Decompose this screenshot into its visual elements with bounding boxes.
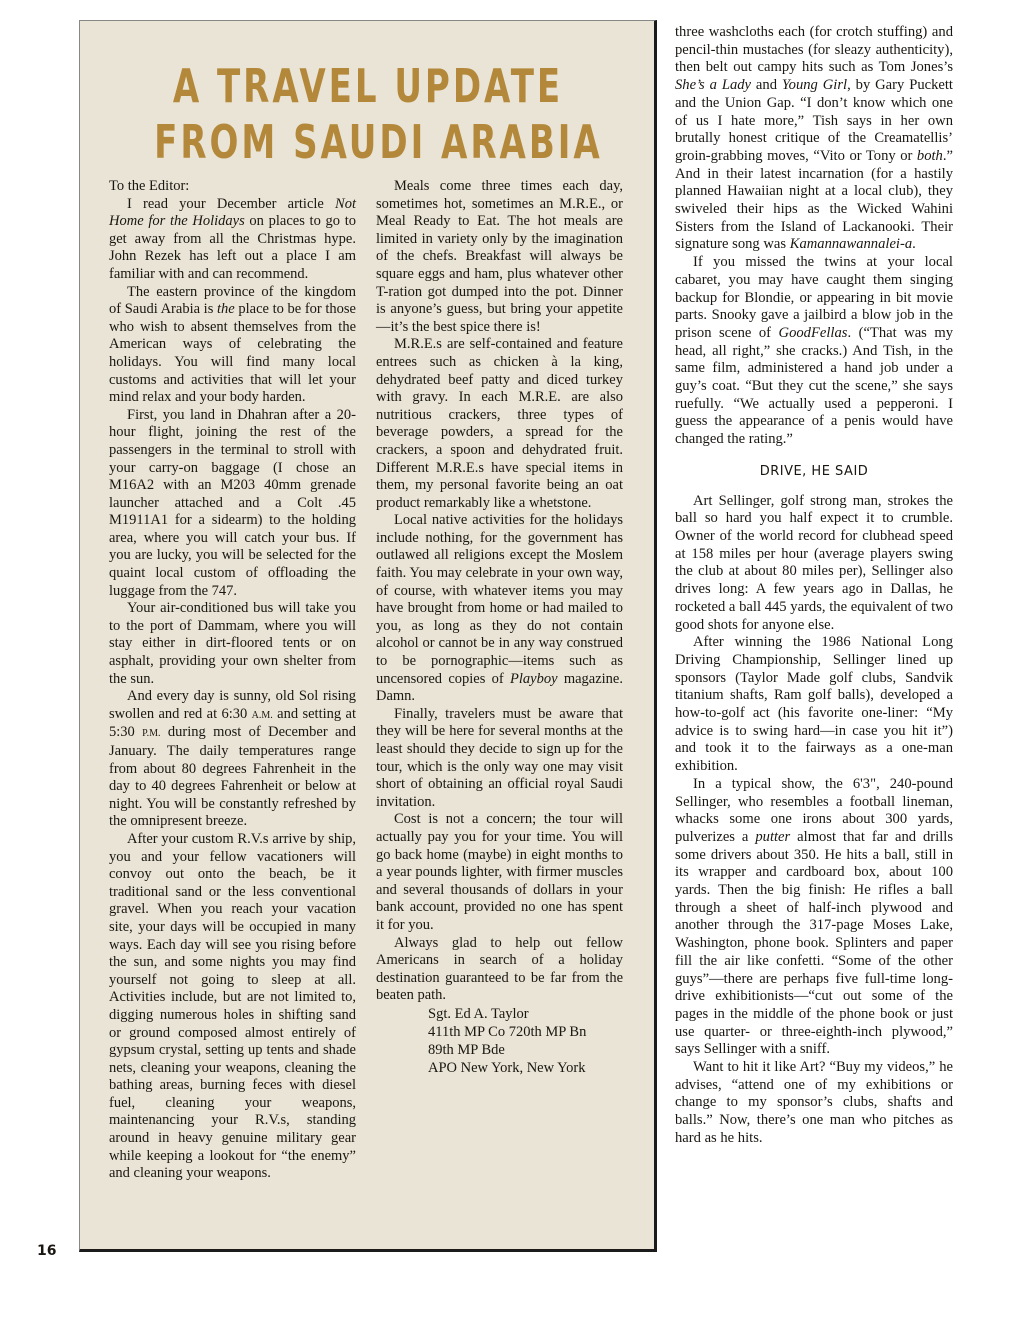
letter-column-1 (109, 178, 356, 1183)
letter-paragraph: After your custom R.V.s arrive by ship, you and your fellow vacationers will convoy out onto the beach, be it traditional sand or the less conventional gravel. When you reach your vacation site, your days will be occupied in many ways. Each day will see you rising before the sun, and some nights you may find yourself not going to sleep at all. Activities include, but are not limited to, digging numerous holes in shifting sand or ground composed almost entirely of gypsum crystal, setting up tents and shade nets, cleaning your weapons, cleaning the bathing areas, burning feces with diesel fuel, cleaning your weapons, maintenancing your R.V.s, standing around in heavy genuine military gear while keeping a lookout for “the enemy” and cleaning your weapons. (109, 830, 356, 1182)
sidebar-paragraph: Want to hit it like Art? “Buy my videos,” he advises, “attend one of my exhibitions or change to my sponsor’s clubs, shafts and balls.” Now, there’s one man who pitches as hard as he hits. (675, 1059, 953, 1146)
sidebar-paragraph: In a typical show, the 6'3", 240-pound Sellinger, who resembles a football lineman, whacks some one irons about 300 yards, pulverizes a putter almost that far and drills some drivers about 350. He hits a ball, still in its wrapper and cardboard box, about 100 yards. Then the big finish: He rifles a ball through a sheet of half-inch plywood and another through the 317-page Moses Lake, Washington, phone book. Splinters and paper fill the air like confetti. “Some of the other guys”—there are perhaps five full-time long-drive exhibitionists—“cut out some of the pages in the middle of the phone book or just use quarter- or three-eighth-inch plywood,” says Sellinger with a sniff. (675, 775, 954, 1058)
letter-paragraph: M.R.E.s are self-contained and feature entrees such as chicken à la king, dehydrated beef patty and diced turkey with gravy. In each M.R.E. are also nutritious crackers, three types of beverage powders, a spread for the crackers, a spoon and dehydrated fruit. Different M.R.E.s have special items in them, my personal favorite being an oat product remarkably like a whetstone. (376, 336, 623, 511)
headline-line-2: FROM SAUDI ARABIA (154, 115, 603, 169)
signature-address: APO New York, New York (428, 1059, 586, 1076)
sidebar-paragraph: After winning the 1986 National Long Driving Championship, Sellinger lined up sponsors (Taylor Made golf clubs, Sandvik titanium shafts, Ram golf balls), developed a how-to-golf act (his favorite one-liner: “My advice is to swing hard—in case you hit it”) and took it to the fairways as a one-man exhibition. (675, 634, 953, 775)
letter-paragraph: And every day is sunny, old Sol rising swollen and red at 6:30 A.M. and setting at 5:30 P.M. during most of December and January. The daily temperatures range from about 80 degrees Fahrenheit in the day to 40 degrees Fahrenheit or below at night. You will be constantly refreshed by the omnipresent breeze. (109, 688, 356, 830)
salutation: To the Editor: (109, 178, 190, 194)
letter-column-2 (376, 178, 623, 1077)
signature-unit: 411th MP Co 720th MP Bn (428, 1023, 587, 1040)
signature-name: Sgt. Ed A. Taylor (428, 1005, 529, 1022)
sidebar-paragraph: Art Sellinger, golf strong man, strokes the ball so hard you half expect it to crumble. Owner of the world record for clubhead speed at 158 miles per hour (average players swing the club at about 80 miles per), Sellinger also drives long: A few years ago in Dallas, he rocketed a ball 445 yards, the equivalent of two good shots for anyone else. (675, 492, 953, 633)
headline-line-1: A TRAVEL UPDATE (172, 59, 564, 113)
letter-paragraph: Always glad to help out fellow Americans in search of a holiday destination guaranteed to be far from the beaten path. (376, 934, 623, 1004)
section-subhead: DRIVE, HE SAID (759, 463, 869, 479)
sidebar-paragraph: three washcloths each (for crotch stuffing) and pencil-thin mustaches (for sleazy authenticity), then belt out campy hits such as Tom Jones’s She’s a Lady and Young Girl, by Gary Puckett and the Union Gap. “I don’t know which one of us I hate more,” Tish says in her own brutally honest critique of the Creamatellis’ groin-grabbing moves, “Vito or Tony or both.” And in their latest incarnation (for a hastily planned Hawaiian night at a local club), they swiveled their hips as the Wicked Wahini Sisters from the Island of Lackanooki. Their signature song was Kamannawannalei-a. (675, 24, 953, 253)
page-number: 16 (37, 1243, 57, 1259)
sidebar-column (675, 24, 953, 1148)
letter-paragraph: Meals come three times each day, sometimes hot, sometimes an M.R.E., or Meal Ready to Eat. The hot meals are limited in variety only by the imagination of the chefs. Breakfast will always be square eggs and ham, plus whatever other T-ration got dumped into the pot. Dinner is anyone’s guess, but bring your appetite—it’s the best spice there is! (376, 178, 623, 335)
letter-paragraph: First, you land in Dhahran after a 20-hour flight, joining the rest of the passengers in the terminal to stroll with your carry-on baggage (I chose an M16A2 with an M203 40mm grenade launcher attached and a Colt .45 M1911A1 for a sidearm) to the holding area, where you will catch your bus. If you are lucky, you will be selected for the quaint local custom of offloading the luggage from the 747. (109, 406, 356, 599)
letter-paragraph: Cost is not a concern; the tour will actually pay you for your time. You will go back home (maybe) in eight months to a year pounds lighter, with firmer muscles and several thousands of dollars in your bank account, provided no one has spent it for you. (376, 811, 623, 933)
signature-brigade: 89th MP Bde (428, 1041, 505, 1058)
letter-paragraph: I read your December article Not Home for the Holidays on places to go to get away from all the Christmas hype. John Rezek has left out a place I am familiar with and can recommend. (109, 195, 356, 282)
letter-paragraph: Finally, travelers must be aware that they will be here for several months at the least should they decide to sign up for the tour, which is the only way one may visit short of obtaining an official royal Saudi invitation. (376, 705, 623, 810)
letter-paragraph: Your air-conditioned bus will take you to the port of Dammam, where you will stay either in dirt-floored tents or on asphalt, providing your own shelter from the sun. (109, 600, 356, 687)
headline (154, 58, 603, 170)
signature-block (376, 1005, 623, 1077)
letter-paragraph: Local native activities for the holidays include nothing, for the government has outlawed all religions except the Moslem faith. You may celebrate in your own way, of course, with whatever items you may have brought from home or had mailed to you, as long as they do not contain alcohol or cannot be in any way construed to be pornographic—items such as uncensored copies of Playboy magazine. Damn. (376, 512, 623, 705)
sidebar-paragraph: If you missed the twins at your local cabaret, you may have caught them singing backup for Blondie, or appearing in bit movie parts. Snooky gave a jailbird a blow job in the prison scene of GoodFellas. (“That was my head, all right,” she cracks.) And Tish, in the same film, administered a hand job under a guy’s coat. “But they cut the scene,” she says ruefully. “We actually used a pepperoni. I guess the appearance of a penis would have changed the rating.” (675, 254, 953, 448)
letter-paragraph: The eastern province of the kingdom of Saudi Arabia is the place to be for those who wish to absent themselves from the American ways of celebrating the holidays. You will find many local customs and activities that will let your mind relax and your body harden. (109, 283, 356, 406)
